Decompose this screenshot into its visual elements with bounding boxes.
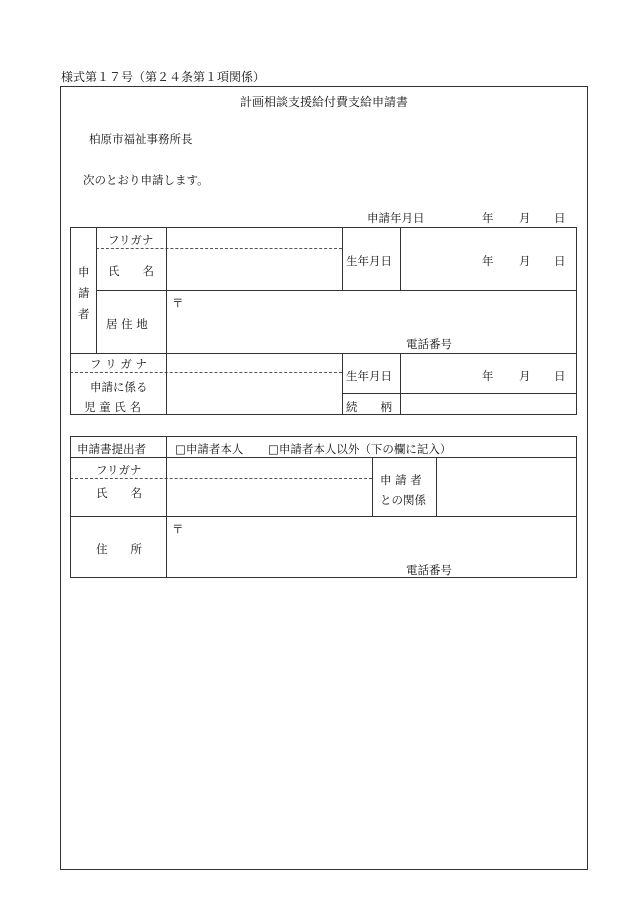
submitter-postal-mark: 〒 [172,522,184,536]
applicant-birthdate-year: 年 [482,254,494,268]
application-date-month: 月 [519,211,531,225]
child-furigana-field[interactable] [170,356,338,370]
child-relationship-field[interactable] [404,396,572,412]
application-date-label: 申請年月日 [367,211,425,225]
submitter-phone-label: 電話番号 [406,563,452,577]
child-furigana-label: フ リ ガ ナ [90,357,147,371]
child-birthdate-year: 年 [482,369,494,383]
applicant-birthdate-field[interactable] [404,230,474,288]
application-date-day: 日 [554,211,566,225]
submitter-relation-field[interactable] [440,460,572,514]
submitter-furigana-field[interactable] [170,460,368,476]
child-name-label-2: 児 童 氏 名 [84,400,141,414]
applicant-postal-mark: 〒 [172,296,184,310]
intro-text: 次のとおり申請します。 [83,173,209,187]
submitter-option-other[interactable]: □申請者本人以外（下の欄に記入） [268,442,452,456]
applicant-address-field[interactable] [190,294,570,334]
applicant-name-label: 氏 名 [108,264,154,278]
child-birthdate-day: 日 [554,369,566,383]
submitter-furigana-label: フリガナ [96,463,142,477]
submitter-address-field[interactable] [190,520,570,558]
applicant-section-label-2: 請 [78,286,90,300]
applicant-birthdate-month: 月 [519,254,531,268]
submitter-label: 申請書提出者 [77,442,146,456]
applicant-birthdate-label: 生年月日 [346,254,392,268]
child-name-field[interactable] [170,376,338,412]
form-title: 計画相談支援給付費支給申請書 [240,95,409,109]
child-birthdate-field[interactable] [404,356,474,390]
applicant-address-label: 居 住 地 [106,317,148,331]
applicant-phone-field[interactable] [462,335,572,351]
submitter-address-label: 住 所 [96,542,142,556]
child-birthdate-month: 月 [519,369,531,383]
applicant-furigana-field[interactable] [170,230,338,246]
submitter-name-label: 氏 名 [96,486,142,500]
child-birthdate-label: 生年月日 [346,369,392,383]
applicant-furigana-label: フリガナ [108,233,154,247]
submitter-name-field[interactable] [170,481,368,514]
applicant-section-label-3: 者 [78,307,90,321]
submitter-relation-label-2: との関係 [380,493,426,507]
applicant-phone-label: 電話番号 [406,337,452,351]
applicant-birthdate-day: 日 [554,254,566,268]
application-date-year: 年 [482,211,494,225]
addressee: 柏原市福祉事務所長 [89,132,193,146]
applicant-section-label-1: 申 [78,265,90,279]
child-relationship-label: 続 柄 [346,400,392,414]
submitter-relation-label-1: 申 請 者 [380,473,422,487]
submitter-phone-field[interactable] [462,561,572,575]
form-number: 様式第１７号（第２４条第１項関係） [61,70,266,84]
child-name-label-1: 申請に係る [90,380,148,394]
applicant-name-field[interactable] [170,252,338,288]
submitter-option-self[interactable]: □申請者本人 [175,442,244,456]
